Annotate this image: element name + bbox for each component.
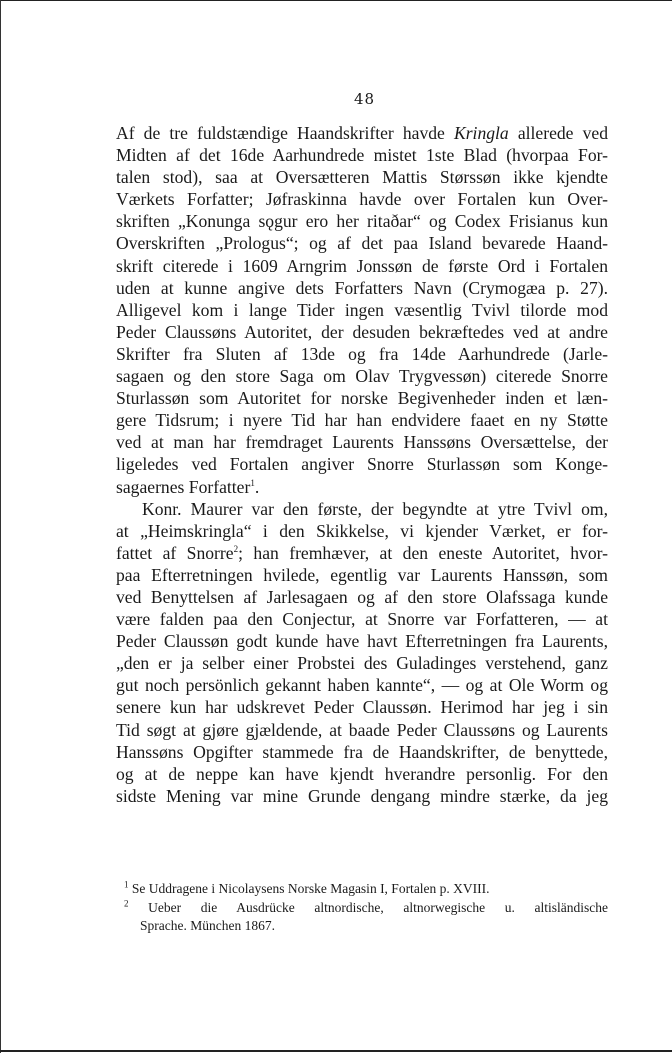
text-line: Overskriften „Prologus“; og af det paa Island bevarede Haand- xyxy=(116,233,608,254)
text-line: Midten af det 16de Aarhundrede mistet 1ste Blad (hvorpaa For- xyxy=(116,145,608,166)
footnote-mark: 1 xyxy=(124,879,129,890)
text-line: Tid søgt at gjøre gjældende, at baade Peder Claussøns og Laurents xyxy=(116,719,608,740)
text-line: og at de neppe kan have kjendt hverandre personlig. For den xyxy=(116,763,608,784)
footnote-1: $^1$ Se Uddragene i Nicolaysens Norske Magasin I, Fortalen p. XVIII. xyxy=(124,879,490,896)
footnote-2: $^2$ Ueber die Ausdrücke altnordische, altnorwegische u. altisländische xyxy=(124,898,609,915)
text-line: sidste Mening var mine Grunde dengang mindre stærke, da jeg xyxy=(116,785,608,806)
text-line: Værkets Forfatter; Jøfraskinna havde over Fortalen kun Over- xyxy=(116,189,608,210)
body-text xyxy=(116,122,608,807)
text-line-paragraph-end: sagaernes Forfatter$^1$. xyxy=(116,476,260,497)
text-line: uden at kunne angive dets Forfatters Navn (Crymogæa p. 27). xyxy=(116,277,608,298)
scan-edge-bottom xyxy=(0,1050,672,1052)
text-line: ligeledes ved Fortalen angiver Snorre Sturlassøn som Konge- xyxy=(116,454,608,475)
text-line: være falden paa den Conjectur, at Snorre var Forfatteren, — at xyxy=(116,609,608,630)
text-line: Af de tre fuldstændige Haandskrifter havde Kringla allerede ved xyxy=(116,123,608,143)
text-line: „den er ja selber einer Probstei des Guladinges verstehend, ganz xyxy=(116,653,608,674)
text-line-paragraph-start: Konr. Maurer var den første, der begyndte at ytre Tvivl om, xyxy=(142,498,608,519)
footnote-ref-2: 2 xyxy=(233,543,239,554)
text-line: gere Tidsrum; i nyere Tid har han endvidere faaet en ny Støtte xyxy=(116,410,608,431)
footnote-ref-1: 1 xyxy=(250,477,255,488)
kringla-italic: Kringla xyxy=(453,123,509,143)
text-line: skriften „Konunga sǫgur ero her ritaðar“ og Codex Frisianus kun xyxy=(116,211,608,232)
footnote-2-continuation: Sprache. München 1867. xyxy=(140,918,275,933)
text-line: Peder Claussøns Autoritet, der desuden bekræftedes ved at andre xyxy=(116,321,608,342)
text-line: Skrifter fra Sluten af 13de og fra 14de Aarhundrede (Jarle- xyxy=(116,343,608,364)
text-line: skrift citerede i 1609 Arngrim Jonssøn de første Ord i Fortalen xyxy=(116,255,608,276)
footnotes xyxy=(124,880,608,936)
text-line: Alligevel kom i lange Tider ingen væsentlig Tvivl tilorde mod xyxy=(116,299,608,320)
text-line: Sturlassøn som Autoritet for norske Begivenheder inden et læn- xyxy=(116,388,608,409)
text-line: Peder Claussøn godt kunde have havt Efterretningen fra Laurents, xyxy=(116,631,608,652)
text-line: sagaen og den store Saga om Olav Trygvessøn) citerede Snorre xyxy=(116,366,608,387)
text-line: gut noch persönlich gekannt haben kannte“, — og at Ole Worm og xyxy=(116,675,608,696)
text-line: fattet af Snorre$^2$; han fremhæver, at den eneste Autoritet, hvor- xyxy=(116,542,609,563)
text-line: ved at man har fremdraget Laurents Hanssøns Oversættelse, der xyxy=(116,432,608,453)
text-line: paa Efterretningen hvilede, egentlig var Laurents Hanssøn, som xyxy=(116,564,608,585)
text-line: Hanssøns Opgifter stammede fra de Haandskrifter, de benyttede, xyxy=(116,741,608,762)
text-line: ved Benyttelsen af Jarlesagaen og af den store Olafssaga kunde xyxy=(116,586,608,607)
text-line: at „Heimskringla“ i den Skikkelse, vi kjender Værket, er for- xyxy=(116,520,608,541)
text-line: talen stod), saa at Oversætteren Mattis Størssøn ikke kjendte xyxy=(116,167,608,188)
scan-edge-top xyxy=(0,0,672,1)
scan-edge-left xyxy=(0,0,1,1053)
text-line: senere kun har udskrevet Peder Claussøn. Herimod har jeg i sin xyxy=(116,697,608,718)
footnote-mark: 2 xyxy=(124,898,129,908)
page-number: 48 xyxy=(354,90,376,108)
